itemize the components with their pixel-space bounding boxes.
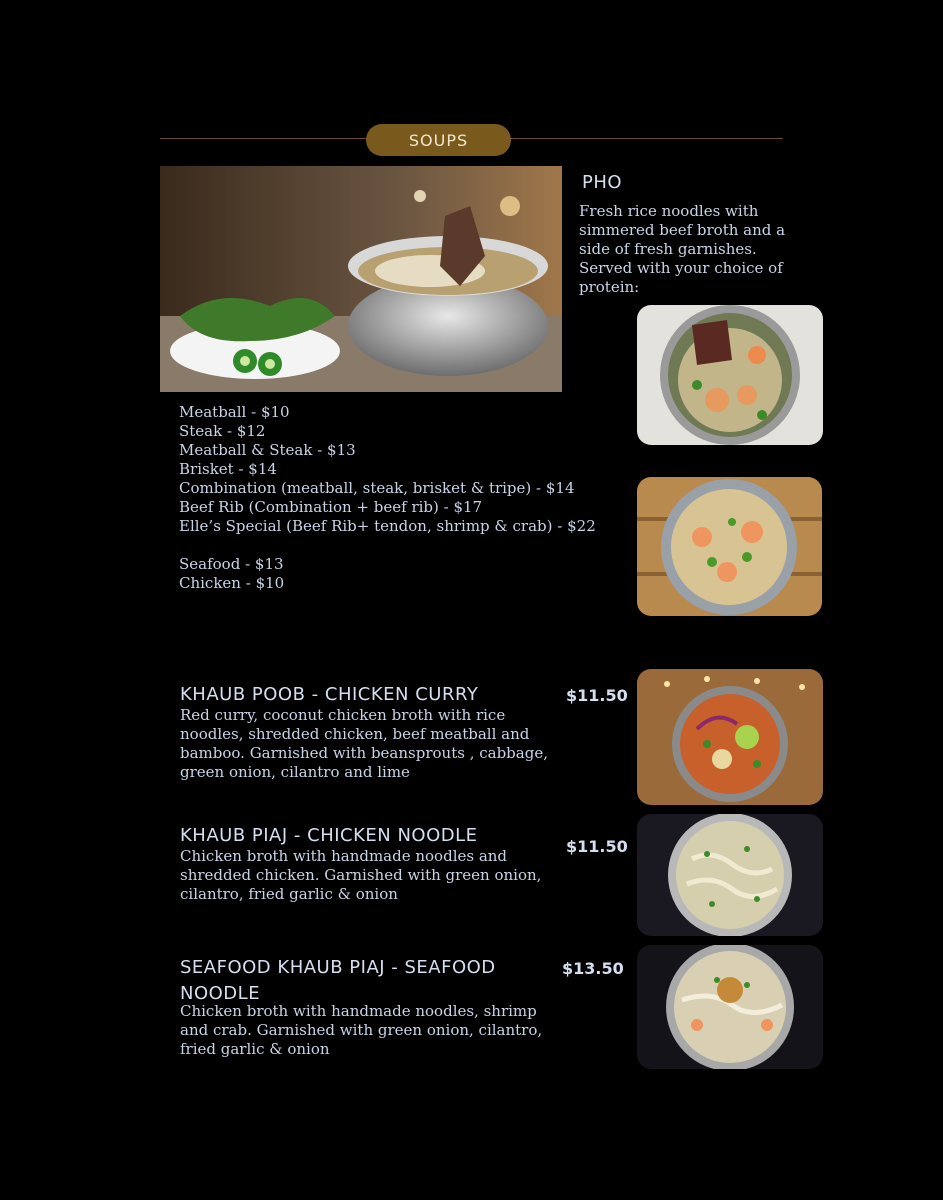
divider-right bbox=[508, 138, 783, 139]
item-description: Red curry, coconut chicken broth with rice noodles, shredded chicken, beef meatball and bamboo. Garnished with beansprouts , cabbage, green onion, cilantro and lime bbox=[180, 706, 548, 781]
pho-hero-image bbox=[160, 166, 562, 392]
pho-option: Combination (meatball, steak, brisket & tripe) - $14 bbox=[179, 479, 575, 497]
chicken-curry-image bbox=[637, 669, 823, 805]
item-price: $11.50 bbox=[566, 837, 628, 856]
pho-option: Seafood - $13 bbox=[179, 555, 284, 573]
item-title: KHAUB PIAJ - CHICKEN NOODLE bbox=[180, 825, 478, 846]
pho-option bbox=[179, 536, 619, 555]
pho-option: Beef Rib (Combination + beef rib) - $17 bbox=[179, 498, 483, 516]
pho-special-image bbox=[637, 305, 823, 445]
section-title: SOUPS bbox=[366, 124, 511, 156]
pho-option: Meatball - $10 bbox=[179, 403, 290, 421]
pho-title: PHO bbox=[582, 172, 623, 193]
item-price: $11.50 bbox=[566, 686, 628, 705]
item-title: SEAFOOD KHAUB PIAJ - SEAFOOD NOODLE bbox=[180, 957, 496, 1004]
pho-option: Chicken - $10 bbox=[179, 574, 285, 592]
chicken-noodle-image bbox=[637, 814, 823, 936]
pho-description: Fresh rice noodles with simmered beef broth and a side of fresh garnishes. Served with your choice of protein: bbox=[579, 202, 786, 296]
seafood-pho-image bbox=[637, 477, 822, 616]
pho-option: Brisket - $14 bbox=[179, 460, 277, 478]
item-description: Chicken broth with handmade noodles and shredded chicken. Garnished with green onion, cilantro, fried garlic & onion bbox=[180, 847, 542, 903]
seafood-noodle-image bbox=[637, 945, 823, 1069]
item-title: KHAUB POOB - CHICKEN CURRY bbox=[180, 684, 479, 705]
item-price: $13.50 bbox=[562, 959, 624, 978]
item-description: Chicken broth with handmade noodles, shrimp and crab. Garnished with green onion, cilantro, fried garlic & onion bbox=[180, 1002, 543, 1058]
pho-option: Meatball & Steak - $13 bbox=[179, 441, 356, 459]
pho-option: Elle’s Special (Beef Rib+ tendon, shrimp & crab) - $22 bbox=[179, 517, 596, 535]
divider-left bbox=[160, 138, 370, 139]
pho-options-list bbox=[179, 403, 619, 593]
pho-option: Steak - $12 bbox=[179, 422, 266, 440]
